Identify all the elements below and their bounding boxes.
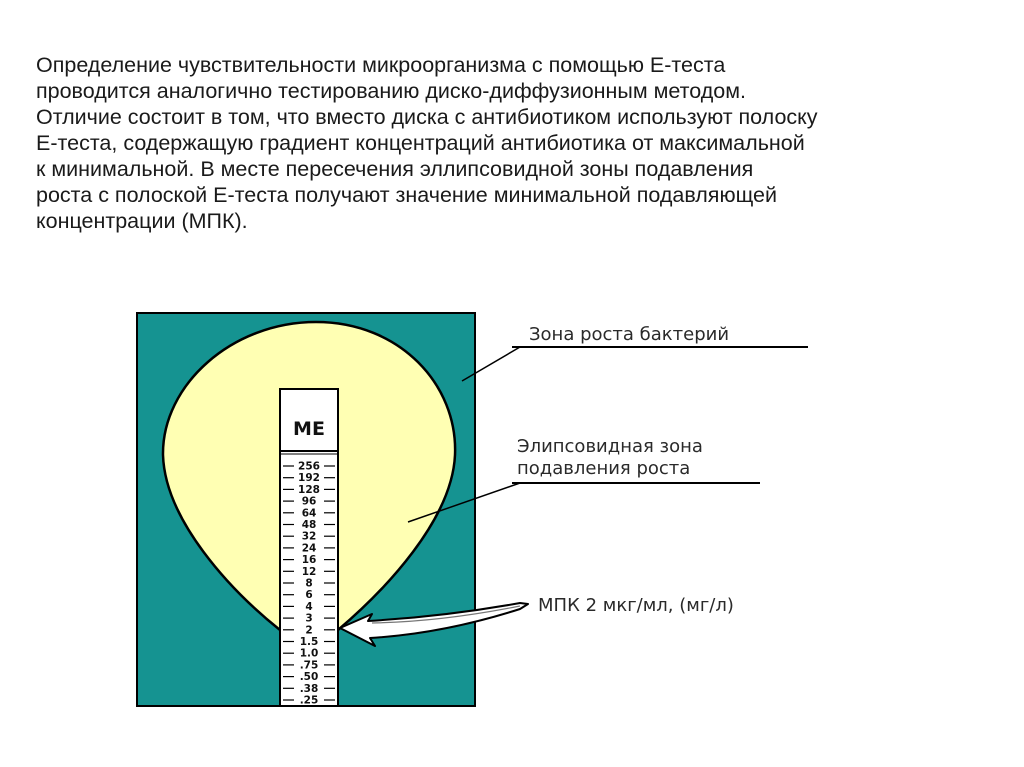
intro-line: концентрации (МПК).: [36, 209, 248, 233]
scale-value: .75: [299, 659, 319, 672]
scale-value: .38: [299, 682, 319, 695]
scale-value: 1.0: [299, 647, 319, 660]
scale-value: 1.5: [299, 636, 319, 648]
scale-value: 6: [305, 589, 313, 602]
scale-value: 16: [301, 554, 317, 567]
scale-value: 192: [298, 472, 320, 485]
scale-value: .50: [299, 671, 319, 684]
scale-value: 128: [298, 483, 320, 496]
scale-value: 96: [301, 495, 317, 508]
scale-value: 256: [298, 460, 320, 473]
intro-line: роста с полоской Е-теста получают значение минимальной подавляющей: [36, 183, 777, 207]
scale-value: 48: [301, 519, 317, 531]
intro-line: Отличие состоит в том, что вместо диска с антибиотиком используют полоску: [36, 105, 818, 129]
intro-line: к минимальной. В месте пересечения эллипсовидной зоны подавления: [36, 157, 754, 181]
inhibition-zone-label-line2: подавления роста: [517, 458, 691, 479]
strip-header: ME: [293, 418, 325, 440]
scale-value: 64: [301, 507, 317, 520]
intro-line: Е-теста, содержащую градиент концентраций антибиотика от максимальной: [36, 131, 805, 155]
scale-value: 2: [305, 624, 313, 637]
mic-label: МПК 2 мкг/мл, (мг/л): [538, 595, 734, 616]
intro-line: проводится аналогично тестированию диско-диффузионным методом.: [36, 79, 747, 103]
e-test-strip: [280, 389, 338, 707]
scale-value: 8: [305, 577, 313, 590]
scale-value: 12: [301, 565, 317, 578]
scale-value: 3: [305, 612, 313, 625]
scale-value: 4: [305, 600, 313, 613]
growth-zone-label: Зона роста бактерий: [529, 324, 730, 345]
intro-line: Определение чувствительности микроорганизма с помощью Е-теста: [36, 53, 726, 77]
scale-value: 32: [301, 530, 317, 543]
scale-value: .25: [299, 694, 319, 707]
scale-value: 24: [301, 542, 317, 555]
inhibition-zone-label-line1: Элипсовидная зона: [517, 436, 703, 457]
